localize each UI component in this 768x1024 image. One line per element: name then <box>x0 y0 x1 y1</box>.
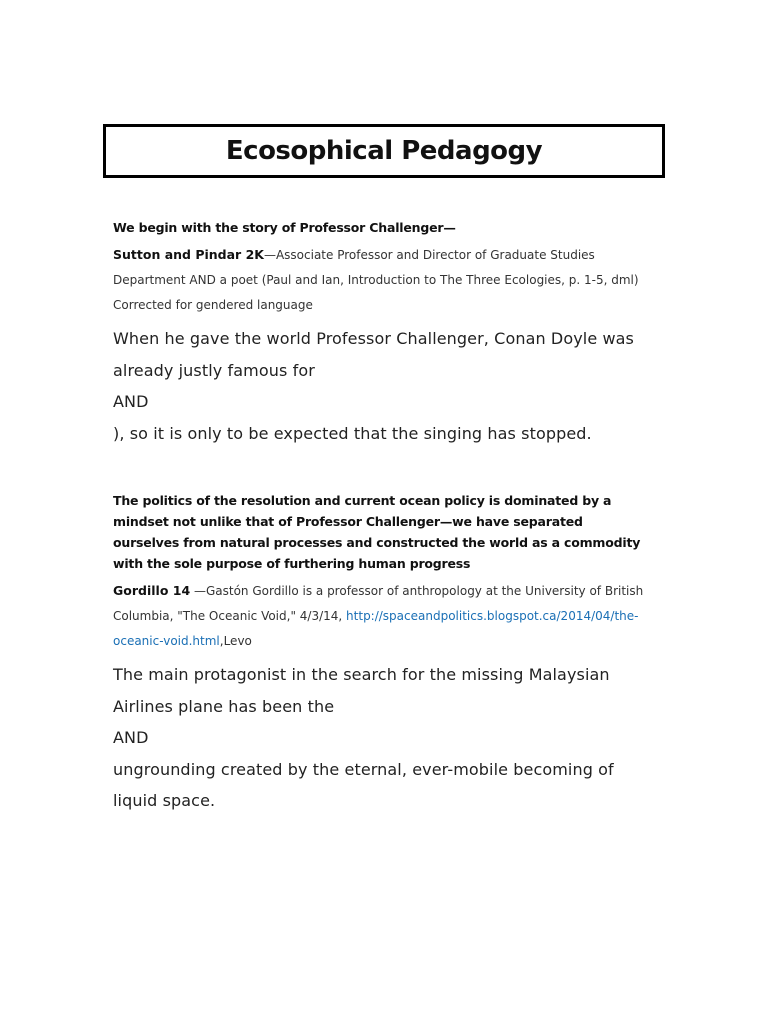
section-1-cite-body: Associate Professor and Director of Graduate Studies Department AND a poet (Paul and Ian, Introduction to The Three Ecologies, p. 1-5, dml) Corrected for gendered language <box>113 248 639 312</box>
section-1-cite-name: Sutton and Pindar 2K <box>113 247 264 262</box>
section-2-cite-suffix: ,Levo <box>219 634 252 648</box>
section-2-cite-dash: — <box>190 584 206 598</box>
section-1-tag: We begin with the story of Professor Challenger— <box>113 220 456 235</box>
section-2-cite-link[interactable]: http://spaceandpolitics.blogspot.ca/2014/04/the-oceanic-void.html <box>113 609 639 648</box>
page-title: Ecosophical Pedagogy <box>225 136 543 166</box>
section-1-citation <box>113 242 653 318</box>
section-2-card-line-1: The main protagonist in the search for the missing Malaysian Airlines plane has been the <box>113 665 610 716</box>
section-1-card-line-2: ), so it is only to be expected that the singing has stopped. <box>113 423 592 443</box>
section-2-tag: The politics of the resolution and current ocean policy is dominated by a mindset not unlike that of Professor Challenger—we have separated ourselves from natural processes and constructed the world as a commodity with the sole purpose of furthering human progress <box>113 493 641 571</box>
section-2-citation <box>113 578 653 654</box>
section-2-cite-body: Gastón Gordillo is a professor of anthropology at the University of British Columbia, "The Oceanic Void," 4/3/14, <box>113 584 644 623</box>
section-1 <box>113 217 653 449</box>
section-2 <box>113 490 653 817</box>
section-1-card-and: AND <box>113 392 149 411</box>
section-2-card-line-2: ungrounding created by the eternal, ever-mobile becoming of liquid space. <box>113 759 614 810</box>
section-2-card <box>113 659 653 817</box>
section-1-card <box>113 323 653 449</box>
section-1-cite-dash: — <box>263 248 276 262</box>
section-2-card-and: AND <box>113 728 149 747</box>
section-2-cite-name: Gordillo 14 <box>113 583 191 598</box>
title-box <box>103 124 665 178</box>
section-1-card-line-1: When he gave the world Professor Challenger, Conan Doyle was already justly famous for <box>113 329 634 380</box>
